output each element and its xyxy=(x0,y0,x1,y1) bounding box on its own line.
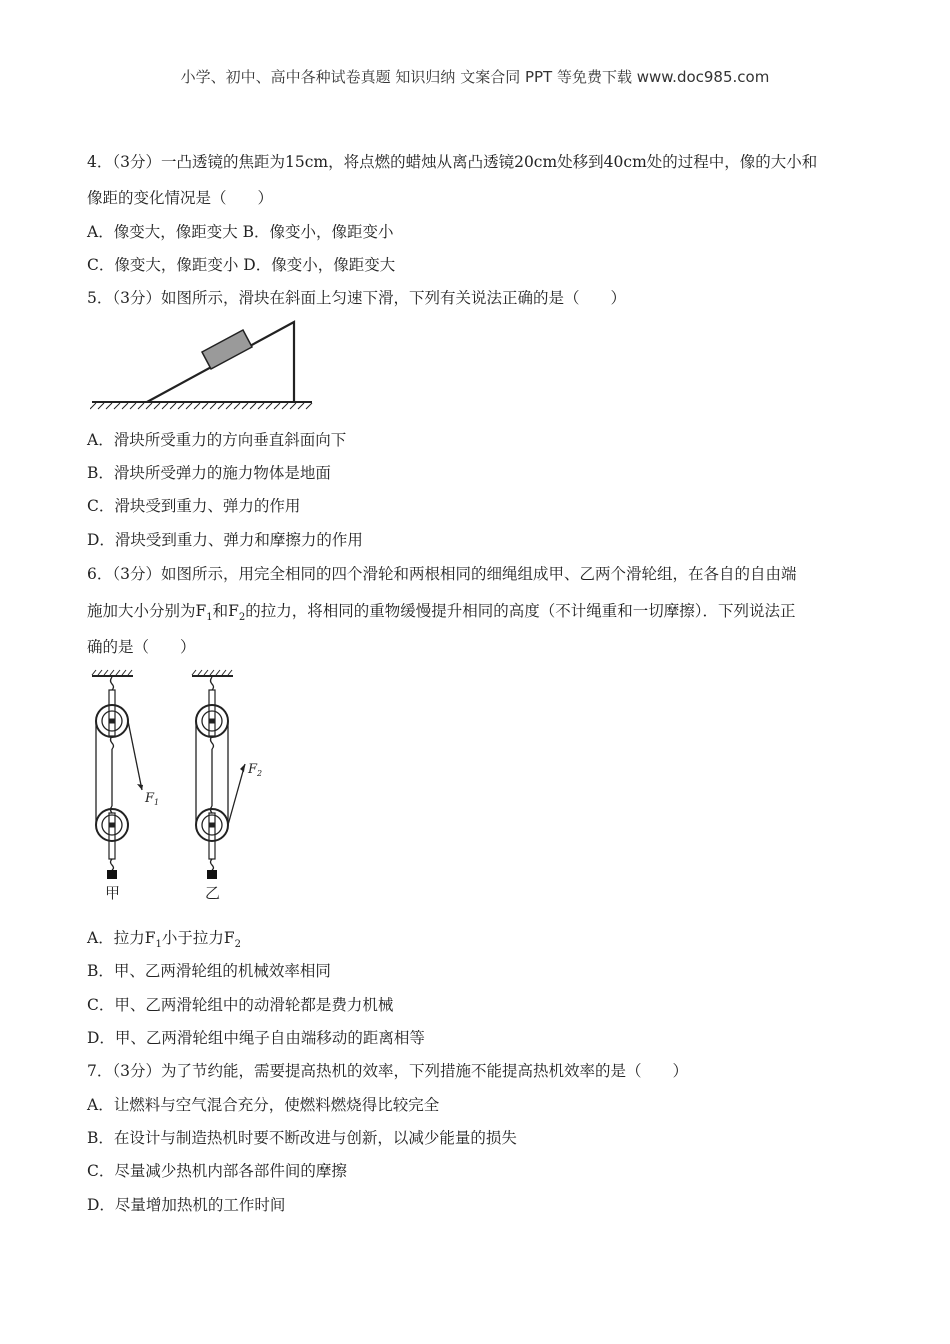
q6-option-c: C．甲、乙两滑轮组中的动滑轮都是费力机械 xyxy=(87,996,394,1014)
q5-option-b: B．滑块所受弹力的施力物体是地面 xyxy=(87,464,331,482)
force-f1-label: $F_1$ xyxy=(145,791,160,807)
label-yi: 乙 xyxy=(205,884,221,902)
q5-option-a: A．滑块所受重力的方向垂直斜面向下 xyxy=(87,431,347,449)
label-jia: 甲 xyxy=(105,884,121,902)
q4-options-ab: A．像变大，像距变大 B．像变小，像距变小 xyxy=(87,223,394,241)
q4-options-cd: C．像变大，像距变小 D．像变小，像距变大 xyxy=(87,256,396,274)
q6-option-b: B．甲、乙两滑轮组的机械效率相同 xyxy=(87,962,331,980)
q5-stem: 5．（3分）如图所示，滑块在斜面上匀速下滑，下列有关说法正确的是（ ） xyxy=(87,289,626,307)
incline-diagram xyxy=(90,315,315,410)
q7-option-c: C．尽量减少热机内部各部件间的摩擦 xyxy=(87,1162,347,1180)
weight-jia xyxy=(107,870,117,879)
q6-option-a: A．拉力$F_1$小于拉力$F_2$ xyxy=(87,929,241,951)
pulley-system-yi xyxy=(192,670,245,879)
q6-stem-line2: 施加大小分别为$F_1$和$F_2$的拉力，将相同的重物缓慢提升相同的高度（不计绳重和一切摩擦）．下列说法正 xyxy=(87,602,796,624)
ground-hatch xyxy=(90,403,312,409)
pulley-system-jia xyxy=(92,670,143,879)
q5-option-d: D．滑块受到重力、弹力和摩擦力的作用 xyxy=(87,531,363,549)
q6-stem-line3: 确的是（ ） xyxy=(87,638,196,656)
page-header[interactable]: 小学、初中、高中各种试卷真题 知识归纳 文案合同 PPT 等免费下载 www.doc985.com xyxy=(180,68,770,86)
pulley-diagram xyxy=(85,668,285,903)
q7-option-d: D．尽量增加热机的工作时间 xyxy=(87,1196,286,1214)
q6-option-d: D．甲、乙两滑轮组中绳子自由端移动的距离相等 xyxy=(87,1029,425,1047)
q6-stem-line1: 6．（3分）如图所示，用完全相同的四个滑轮和两根相同的细绳组成甲、乙两个滑轮组，在各自的自由端 xyxy=(87,565,797,583)
q7-option-b: B．在设计与制造热机时要不断改进与创新，以减少能量的损失 xyxy=(87,1129,517,1147)
q4-stem-line2: 像距的变化情况是（ ） xyxy=(87,189,274,207)
q5-option-c: C．滑块受到重力、弹力的作用 xyxy=(87,497,301,515)
q4-stem-line1: 4．（3分）一凸透镜的焦距为15cm，将点燃的蜡烛从离凸透镜20cm处移到40cm处的过程中，像的大小和 xyxy=(87,153,818,171)
slider-block xyxy=(202,330,252,369)
force-f2-label: $F_2$ xyxy=(248,762,263,778)
weight-yi xyxy=(207,870,217,879)
q7-stem: 7．（3分）为了节约能，需要提高热机的效率，下列措施不能提高热机效率的是（ ） xyxy=(87,1062,688,1080)
q7-option-a: A．让燃料与空气混合充分，使燃料燃烧得比较完全 xyxy=(87,1096,440,1114)
